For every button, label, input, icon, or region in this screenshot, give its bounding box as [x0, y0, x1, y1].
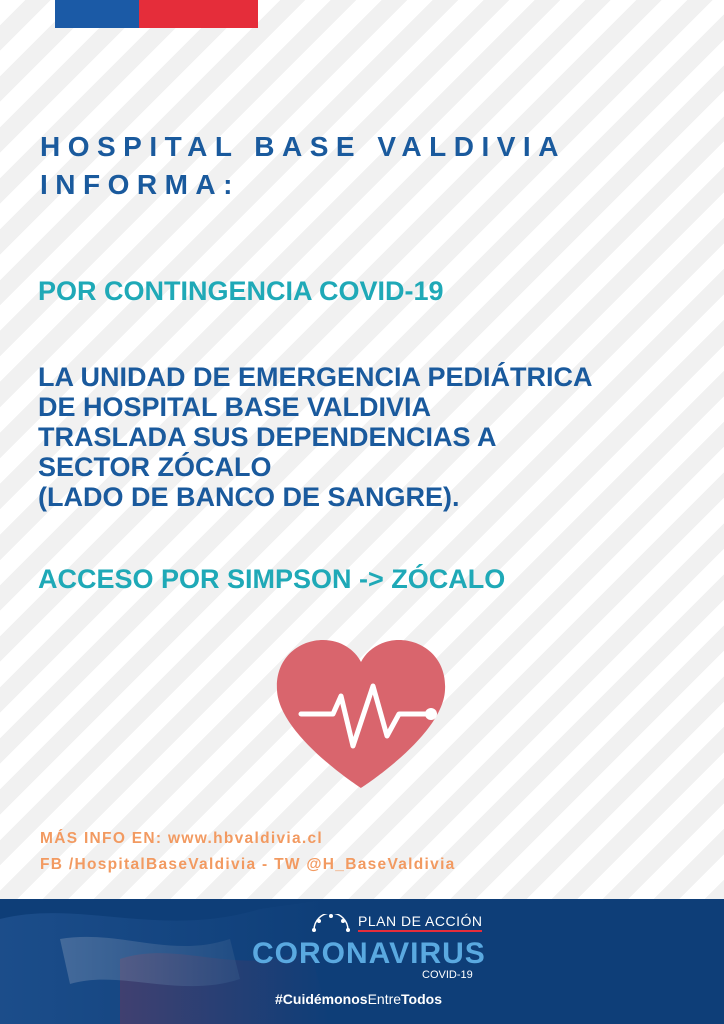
campaign-logo	[0, 899, 724, 1024]
virus-arc-icon	[310, 914, 352, 932]
notice-message-line: LA UNIDAD DE EMERGENCIA PEDIÁTRICA	[38, 362, 593, 392]
campaign-title: CORONAVIRUS	[252, 937, 486, 970]
website-link[interactable]: MÁS INFO EN: www.hbvaldivia.cl	[40, 830, 324, 847]
flag-stripe	[55, 0, 258, 28]
notice-message-line: TRASLADA SUS DEPENDENCIAS A	[38, 422, 497, 452]
flag-stripe-red	[139, 0, 258, 28]
heart-pulse-icon	[275, 638, 447, 790]
access-directions: ACCESO POR SIMPSON -> ZÓCALO	[38, 564, 506, 594]
contingency-subtitle: POR CONTINGENCIA COVID-19	[38, 276, 444, 306]
notice-message-line: DE HOSPITAL BASE VALDIVIA	[38, 392, 432, 422]
notice-message-line: SECTOR ZÓCALO	[38, 452, 272, 482]
notice-message	[38, 362, 718, 512]
plan-label: PLAN DE ACCIÓN	[358, 913, 482, 932]
page-title	[40, 128, 680, 204]
campaign-hashtag	[275, 991, 442, 1007]
notice-message-line: (LADO DE BANCO DE SANGRE).	[38, 482, 460, 512]
hashtag-part-2: Entre	[367, 991, 402, 1007]
social-links[interactable]: FB /HospitalBaseValdivia - TW @H_BaseValdivia	[40, 856, 456, 873]
hashtag-part-3: Todos	[401, 991, 443, 1007]
page-title-line-1: HOSPITAL BASE VALDIVIA	[40, 131, 566, 162]
campaign-footer	[0, 899, 724, 1024]
hashtag-part-1: Cuidémonos	[282, 991, 368, 1007]
flag-stripe-blue	[55, 0, 139, 28]
campaign-subtitle: COVID-19	[422, 969, 473, 981]
hashtag-symbol: #	[275, 991, 283, 1007]
page-title-line-2: INFORMA:	[40, 169, 240, 200]
plan-row	[310, 913, 482, 932]
contact-info	[40, 826, 456, 878]
